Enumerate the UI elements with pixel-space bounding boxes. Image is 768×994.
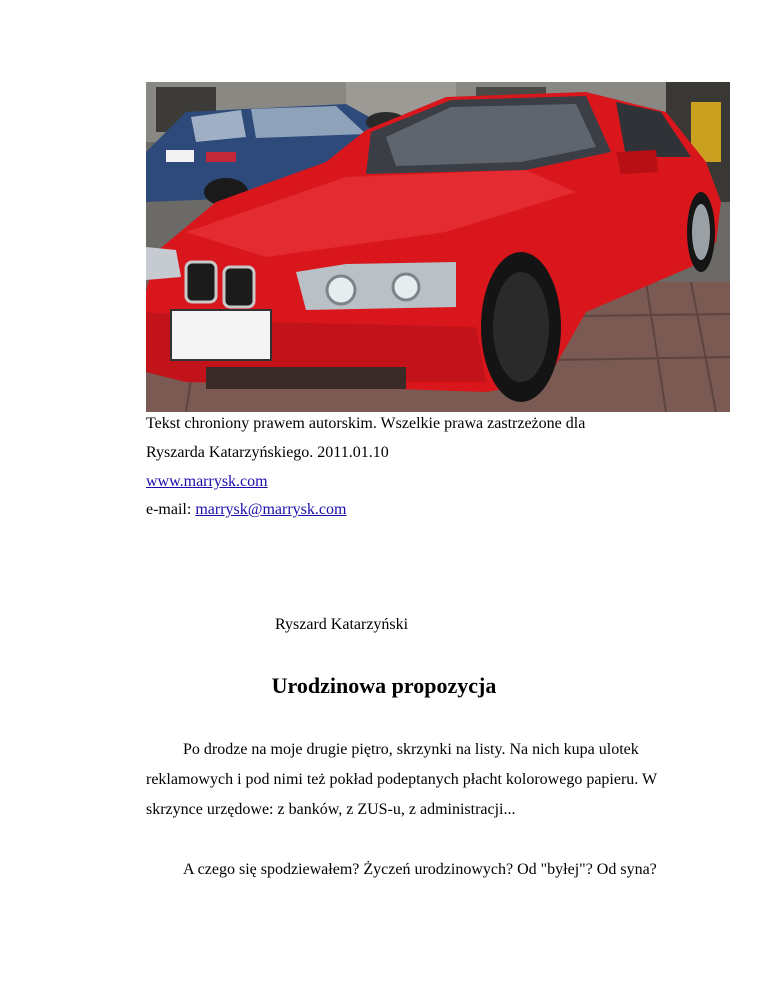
website-row xyxy=(146,472,268,492)
paragraph-1: Po drodze na moje drugie piętro, skrzynki na listy. Na nich kupa ulotek reklamowych i pod nimi też pokład podeptanych płacht kolorowego papieru. W skrzynce urzędowe: z banków, z ZUS-u, z administracji... xyxy=(146,741,657,818)
website-link[interactable]: www.marrysk.com xyxy=(146,473,268,490)
email-row xyxy=(146,500,346,520)
email-link[interactable]: marrysk@marrysk.com xyxy=(195,501,347,518)
car-photo xyxy=(146,82,730,412)
email-label: e-mail: xyxy=(146,501,196,518)
paragraph-2: A czego się spodziewałem? Życzeń urodzinowych? Od "byłej"? Od syna? xyxy=(183,861,657,878)
story-title: Urodzinowa propozycja xyxy=(271,673,497,698)
copyright-line-1: Tekst chroniony prawem autorskim. Wszelkie prawa zastrzeżone dla xyxy=(146,415,586,432)
red-car-photo-icon xyxy=(146,82,730,412)
copyright-line-2: Ryszarda Katarzyńskiego. 2011.01.10 xyxy=(146,444,389,461)
author-name: Ryszard Katarzyński xyxy=(275,616,409,633)
